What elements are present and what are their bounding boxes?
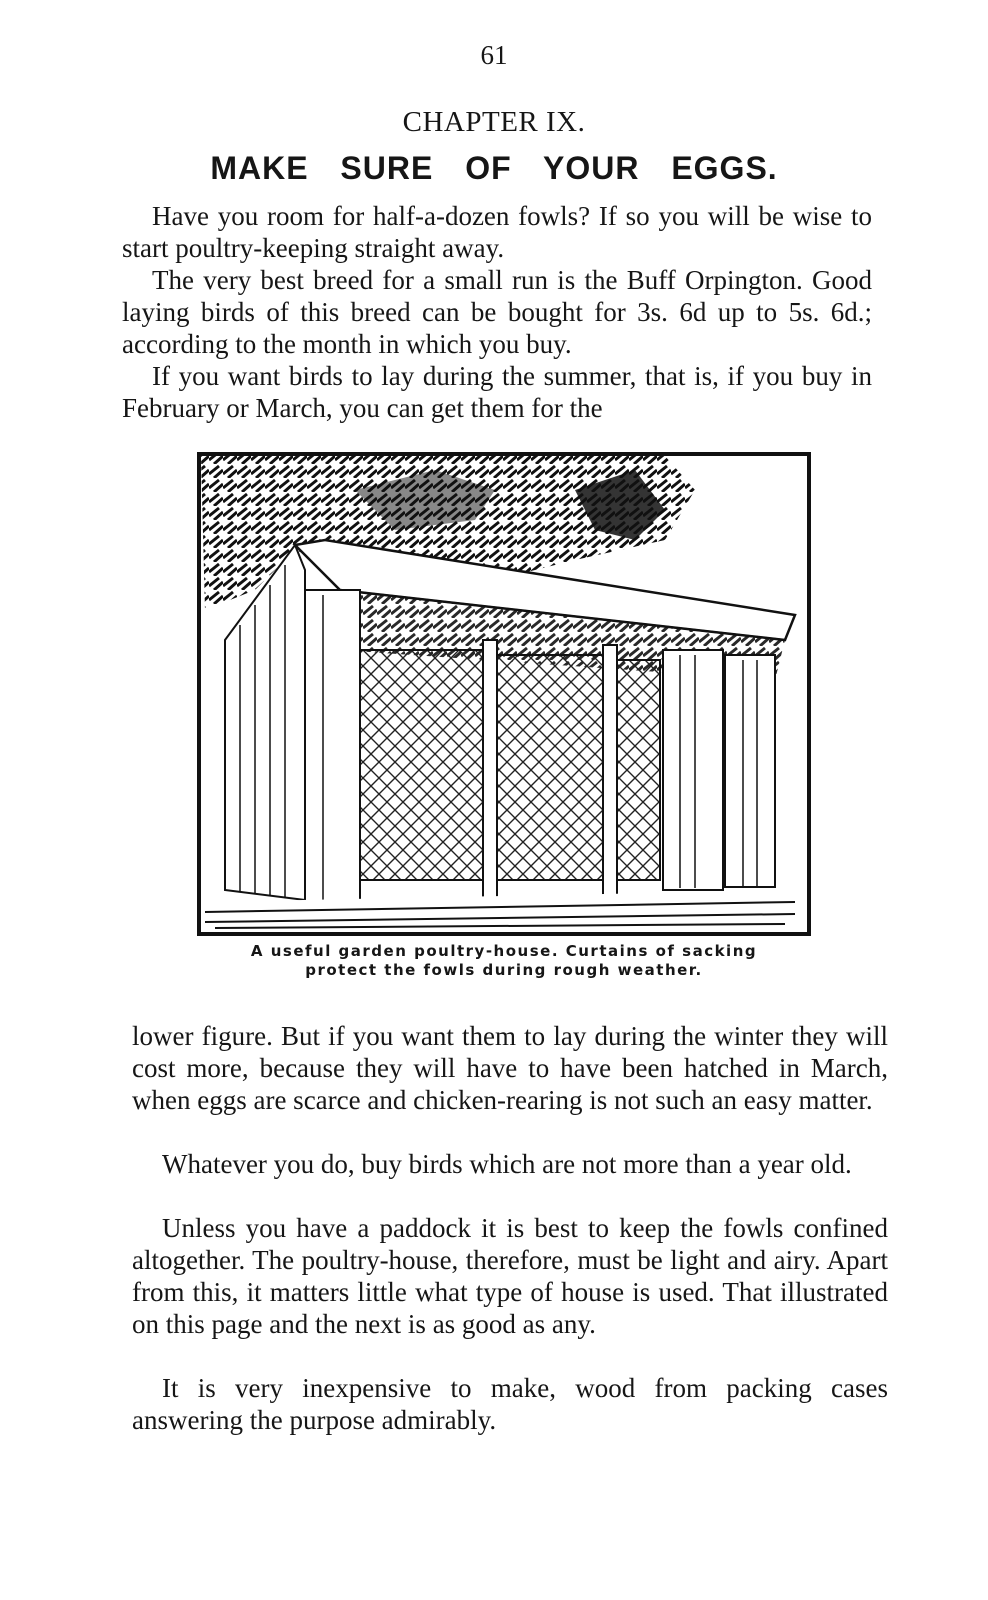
paragraph: If you want birds to lay during the summer, that is, if you buy in February or March, you can get them for the	[122, 361, 872, 423]
paragraph: lower figure. But if you want them to lay during the winter they will cost more, because they will have to have been hatched in March, when eggs are scarce and chicken-rearing is not such an easy matter.	[132, 1021, 888, 1115]
paragraph: The very best breed for a small run is the Buff Orpington. Good laying birds of this breed can be bought for 3s. 6d up to 5s. 6d.; according to the month in which you buy.	[122, 265, 872, 359]
paragraph: Unless you have a paddock it is best to keep the fowls confined altogether. The poultry-house, therefore, must be light and airy. Apart from this, it matters little what type of house is used. That illustrated on this page and the next is as good as any.	[132, 1213, 888, 1339]
figure-caption	[195, 942, 813, 980]
caption-line: A useful garden poultry-house. Curtains of sacking	[250, 942, 758, 960]
paragraph: Have you room for half-a-dozen fowls? If so you will be wise to start poultry-keeping straight away.	[122, 201, 872, 263]
paragraph: Whatever you do, buy birds which are not more than a year old.	[162, 1149, 852, 1179]
caption-line: protect the fowls during rough weather.	[305, 961, 703, 979]
page-number: 61	[480, 40, 508, 70]
paragraph: It is very inexpensive to make, wood from packing cases answering the purpose admirably.	[132, 1373, 888, 1435]
page-title: MAKE SURE OF YOUR EGGS.	[210, 150, 778, 186]
poultry-house-illustration	[195, 450, 813, 940]
chapter-heading: CHAPTER IX.	[402, 106, 586, 138]
